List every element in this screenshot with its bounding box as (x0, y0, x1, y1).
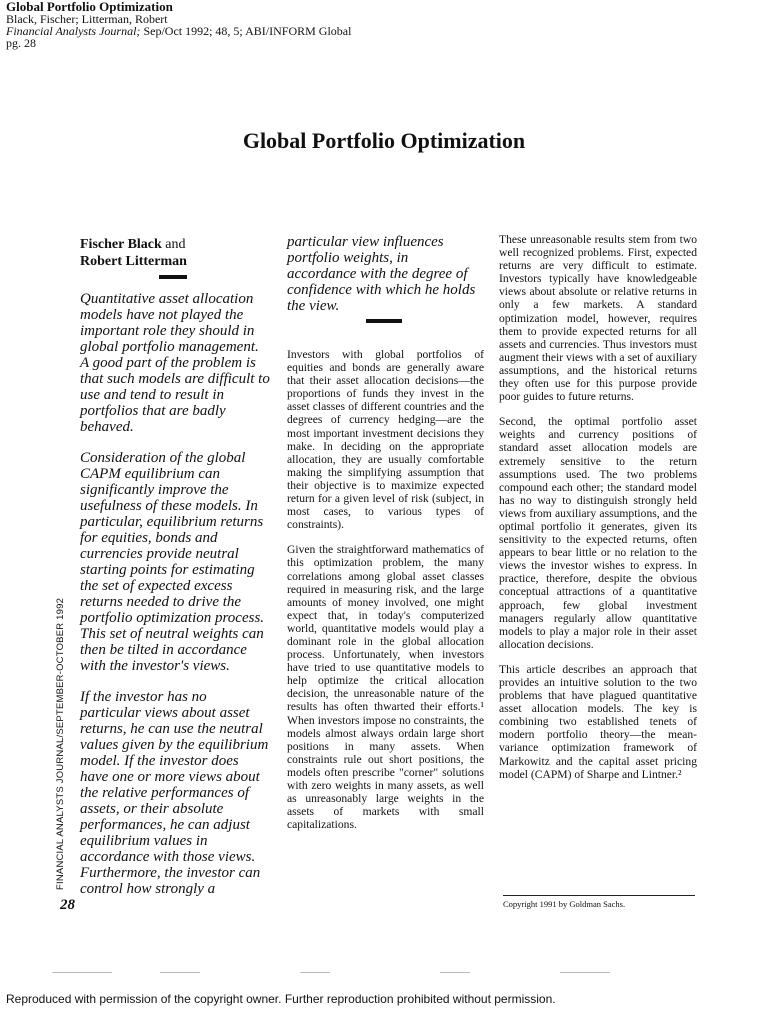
scan-artifact-line (560, 972, 610, 973)
body-column-3 (499, 233, 697, 793)
author-block (80, 236, 280, 270)
abstract (80, 291, 270, 912)
pull-quote-divider (366, 319, 402, 323)
author-1: Fischer Black (80, 237, 162, 252)
pull-quote: particular view influences portfolio weights, in accordance with the degree of confidence with which he holds the view. (287, 234, 476, 314)
scan-artifact-line (300, 972, 330, 973)
body-paragraph: This article describes an approach that provides an intuitive solution to the two problems that have plagued quantitative asset allocation models. The key is combining two established tenets of modern portfolio theory—the mean-variance optimization framework of Markowitz and the capital asset pricing model (CAPM) of Sharpe and Lintner.² (499, 662, 697, 781)
scan-artifact-line (52, 972, 112, 973)
citation-journal-line (6, 25, 351, 37)
body-column-2 (287, 348, 484, 843)
citation-header (6, 1, 351, 49)
citation-issue: Sep/Oct 1992; 48, 5; ABI/INFORM Global (140, 24, 352, 38)
journal-side-label: FINANCIAL ANALYSTS JOURNAL/SEPTEMBER-OCTOBER 1992 (55, 597, 66, 890)
footnote: Copyright 1991 by Goldman Sachs. (503, 899, 626, 909)
author-and: and (161, 237, 186, 252)
author-divider (159, 275, 187, 279)
page-number: 28 (60, 897, 75, 913)
body-paragraph: Given the straightforward mathematics of this optimization problem, the many correlations among global asset classes required in measuring risk, and the large amounts of money involved, one might expect that, in today's computerized world, quantitative models would play a dominant role in the global allocation process. Unfortunately, when investors have tried to use quantitative models to help optimize the critical allocation decision, the unreasonable nature of the results has often thwarted their efforts.¹ When investors impose no constraints, the models almost always ordain large short positions in many assets. When constraints rule out short positions, the models often prescribe "corner" solutions with zero weights in many assets, as well as unreasonably large weights in the assets of markets with small capitalizations. (287, 543, 484, 832)
abstract-paragraph: Quantitative asset allocation models have not played the important role they should in global portfolio management. A good part of the problem is that such models are difficult to use and tend to result in portfolios that are badly behaved. (80, 291, 270, 435)
citation-authors: Black, Fischer; Litterman, Robert (6, 12, 168, 26)
abstract-paragraph: Consideration of the global CAPM equilibrium can significantly improve the usefulness of these models. In particular, equilibrium returns for equities, bonds and currencies provide neutral starting points for estimating the set of expected excess returns needed to drive the portfolio optimization process. This set of neutral weights can then be tilted in accordance with the investor's views. (80, 450, 265, 674)
citation-page: pg. 28 (6, 36, 36, 50)
citation-title: Global Portfolio Optimization (6, 0, 173, 14)
scan-artifact-line (440, 972, 470, 973)
body-paragraph: Investors with global portfolios of equities and bonds are generally aware that their asset allocation decisions—the proportions of funds they invest in the asset classes of different countries and the degrees of currency hedging—are the most important investment decisions they make. In deciding on the appropriate allocation, they are usually comfortable making the simplifying assumption that their objective is to maximize expected return for a given level of risk (subject, in most cases, to various types of constraints). (287, 348, 484, 532)
author-2: Robert Litterman (80, 254, 187, 269)
citation-journal: Financial Analysts Journal; (6, 24, 141, 38)
footnote-rule (503, 895, 695, 896)
body-paragraph: Second, the optimal portfolio asset weights and currency positions of standard asset allocation models are extremely sensitive to the return assumptions used. The two problems compound each other; the standard model has no way to distinguish strongly held views from auxiliary assumptions, and the optimal portfolio it generates, given its sensitivity to the expected returns, often appears to bear little or no relation to the views the investor wishes to express. In practice, therefore, despite the obvious conceptual attractions of a quantitative approach, few global investment managers regularly allow quantitative models to play a major role in their asset allocation decisions. (499, 415, 697, 651)
abstract-paragraph: If the investor has no particular views about asset returns, he can use the neutral values given by the equilibrium model. If the investor does have one or more views about the relative performances of assets, or their absolute performances, he can adjust equilibrium values in accordance with those views. Furthermore, the investor can control how strongly a (80, 689, 269, 897)
copyright-footer: Reproduced with permission of the copyright owner. Further reproduction prohibited without permission. (6, 992, 556, 1006)
body-paragraph: These unreasonable results stem from two well recognized problems. First, expected returns are very difficult to estimate. Investors typically have knowledgeable views about absolute or relative returns in only a few markets. A standard optimization model, however, requires them to provide expected returns for all assets and currencies. Thus investors must augment their views with a set of auxiliary assumptions, and the historical returns they often use for this purpose provide poor guides to future returns. (499, 233, 698, 404)
scan-artifact-line (160, 972, 200, 973)
article-title: Global Portfolio Optimization (242, 128, 526, 153)
